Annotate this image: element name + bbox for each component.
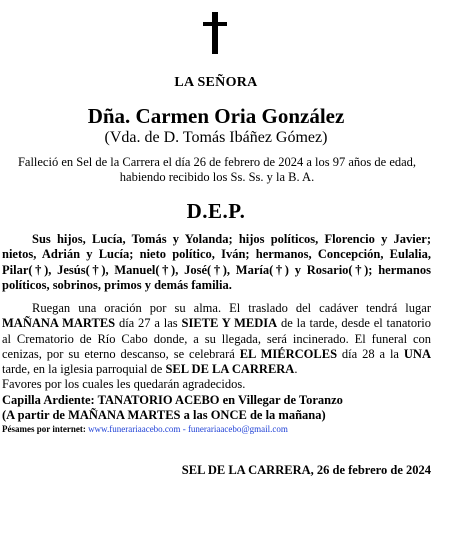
condolences-separator: -	[180, 424, 188, 434]
death-notice-line1: Falleció en Sel de la Carrera el día 26 de febrero de 2024 a los 97 años de edad,	[17, 155, 417, 169]
email-link[interactable]: funerariaacebo@gmail.com	[187, 424, 288, 434]
prayer-text-6: .	[294, 362, 298, 377]
widow-of: (Vda. de D. Tomás Ibáñez Gómez)	[104, 129, 328, 146]
prayer-text-5: tarde, en la iglesia parroquial de	[2, 362, 166, 377]
prayer-bold-4: UNA	[403, 346, 431, 361]
latin-cross-icon	[201, 12, 229, 54]
prayer-text-4: día 28 a la	[337, 346, 404, 361]
prayer-bold-2: SIETE Y MEDIA	[181, 316, 278, 331]
website-link[interactable]: www.funerariaacebo.com	[88, 424, 181, 434]
thanks-line: Favores por los cuales les quedarán agradecidos.	[2, 377, 246, 392]
chapel-line1: Capilla Ardiente: TANATORIO ACEBO en Villegar de Toranzo	[2, 393, 343, 407]
prayer-bold-3: EL MIÉRCOLES	[239, 346, 338, 361]
prayer-paragraph	[2, 301, 431, 393]
condolences-label: Pésames por internet:	[2, 424, 86, 434]
death-notice	[2, 155, 432, 185]
chapel-line2: (A partir de MAÑANA MARTES a las ONCE de la mañana)	[2, 408, 326, 422]
prayer-text-2: día 27 a las	[115, 316, 182, 331]
place-date: SEL DE LA CARRERA, 26 de febrero de 2024	[181, 463, 431, 477]
prayer-text-3: de la tarde, desde el tanatorio al Crematorio de Río Cabo donde, a su llegada, será incinerado. El funeral con cenizas, por su eterno descanso, se celebrará	[2, 316, 431, 361]
prayer-bold-1: MAÑANA MARTES	[2, 316, 116, 331]
dep-heading: D.E.P.	[186, 199, 246, 223]
family-paragraph: Sus hijos, Lucía, Tomás y Yolanda; hijos políticos, Florencio y Javier; nietos, Adrián y Lucía; nieto político, Iván; hermanos, Concepción, Eulalia, Pilar(†), Jesús(†), Manuel(†), José(†), María(†) y Rosario(†); hermanos políticos, sobrinos, primos y demás familia.	[2, 232, 431, 292]
deceased-name: Dña. Carmen Oria González	[87, 104, 345, 128]
death-notice-line2: habiendo recibido los Ss. Ss. y la B. A.	[119, 170, 315, 184]
condolences-line	[2, 424, 288, 434]
chapel-info	[2, 393, 432, 423]
prayer-bold-5: SEL DE LA CARRERA	[165, 362, 295, 377]
heading-la-senora: LA SEÑORA	[174, 75, 258, 90]
prayer-text-1: Ruegan una oración por su alma. El traslado del cadáver tendrá lugar	[32, 301, 431, 315]
